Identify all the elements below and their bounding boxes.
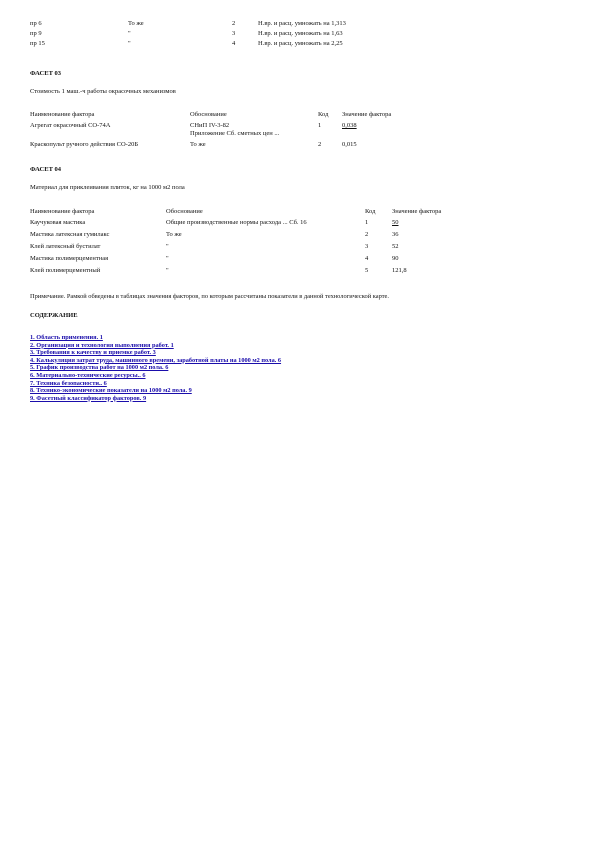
factor-code: 1 <box>365 219 369 226</box>
factor-value: Н.вр. и расц. умножать на 2,25 <box>258 40 343 47</box>
table-header-row <box>30 208 441 216</box>
factor-value: 36 <box>392 231 399 238</box>
toc-link[interactable]: 2. Организация и технология выполнения работ. 1 <box>30 341 174 349</box>
header-basis: Обоснование <box>190 111 227 118</box>
factor-basis: " <box>166 267 169 274</box>
facet04-table <box>30 208 441 275</box>
factor-value: 121,8 <box>392 267 407 274</box>
factor-code: 2 <box>318 141 322 148</box>
factor-basis: То же <box>128 20 144 27</box>
factor-basis: " <box>128 30 131 37</box>
facet03-heading: ФАСЕТ 03 <box>30 70 62 77</box>
header-code: Код <box>318 111 329 118</box>
header-code: Код <box>365 208 376 215</box>
factor-name: пр 6 <box>30 20 42 27</box>
factor-code: 3 <box>232 30 236 37</box>
facet03-caption: Стоимость 1 маш.-ч работы окрасочных механизмов <box>30 88 176 95</box>
factor-value-framed: 0,038 <box>342 122 357 129</box>
factor-basis: То же <box>166 231 182 238</box>
factor-value: 0,015 <box>342 141 357 148</box>
toc-link[interactable]: 4. Калькуляция затрат труда, машинного времени, заработной платы на 1000 м2 пола. 6 <box>30 356 282 364</box>
header-value: Значение фактора <box>342 111 392 118</box>
note-text: Примечание. Рамкой обведены в таблицах значения факторов, по которым рассчитаны показатели в данной технологической карте. <box>30 293 389 300</box>
factor-code: 4 <box>232 40 236 47</box>
factor-basis: " <box>128 40 131 47</box>
factor-basis <box>190 119 318 138</box>
factor-name: Каучуковая мастика <box>30 219 86 226</box>
toc-link[interactable]: 9. Фасетный классификатор факторов. 9 <box>30 394 147 402</box>
facet04-caption: Материал для приклеивания плиток, кг на 1000 м2 пола <box>30 184 185 191</box>
toc-link[interactable]: 3. Требования к качеству и приемке работ. 3 <box>30 349 156 357</box>
facet03-table <box>30 111 391 149</box>
factor-code: 2 <box>232 20 236 27</box>
table-row <box>30 119 391 138</box>
table-row <box>30 263 441 275</box>
table-row <box>30 251 441 263</box>
toc-link[interactable]: 6. Материально-технические ресурсы.. 6 <box>30 371 146 379</box>
factor-basis: То же <box>190 141 206 148</box>
factor-basis: " <box>166 243 169 250</box>
factor-name: Клей полимерцементный <box>30 267 101 274</box>
header-name: Наименование фактора <box>30 208 95 215</box>
top-continuation-table <box>30 20 346 48</box>
factor-name: Краскопульт ручного действия СО-20Б <box>30 141 139 148</box>
table-header-row <box>30 111 391 119</box>
toc-list <box>30 334 281 402</box>
factor-code: 5 <box>365 267 369 274</box>
factor-value: Н.вр. и расц. умножать на 1,313 <box>258 20 346 27</box>
factor-name: Мастика латексная гумилакс <box>30 231 110 238</box>
factor-code: 2 <box>365 231 369 238</box>
table-row <box>30 239 441 251</box>
header-name: Наименование фактора <box>30 111 95 118</box>
factor-code: 1 <box>318 122 322 129</box>
factor-basis: " <box>166 255 169 262</box>
header-value: Значение фактора <box>392 208 442 215</box>
factor-value: Н.вр. и расц. умножать на 1,63 <box>258 30 343 37</box>
toc-link[interactable]: 8. Технико-экономические показатели на 1000 м2 пола. 9 <box>30 387 192 395</box>
factor-basis: Общие производственные нормы расхода ... Сб. 16 <box>166 219 307 226</box>
factor-value-framed: 50 <box>392 219 399 226</box>
table-row <box>30 28 346 38</box>
factor-name: пр 9 <box>30 30 42 37</box>
factor-value: 52 <box>392 243 399 250</box>
factor-basis-line2: Приложение Сб. сметных цен ... <box>190 130 280 137</box>
toc-link[interactable]: 7. Техника безопасности.. 6 <box>30 379 107 387</box>
table-row <box>30 38 346 48</box>
factor-code: 3 <box>365 243 369 250</box>
factor-basis-line1: СНиП IV-3-82 <box>190 122 230 129</box>
table-row <box>30 227 441 239</box>
factor-name: Клей латексный бустилат <box>30 243 101 250</box>
toc-link[interactable]: 5. График производства работ на 1000 м2 пола. 6 <box>30 364 169 372</box>
toc-link[interactable]: 1. Область применения. 1 <box>30 334 103 341</box>
factor-value: 90 <box>392 255 399 262</box>
toc-heading: СОДЕРЖАНИЕ <box>30 312 78 319</box>
table-row <box>30 138 391 149</box>
facet04-heading: ФАСЕТ 04 <box>30 166 62 173</box>
factor-name: пр 15 <box>30 40 45 47</box>
factor-code: 4 <box>365 255 369 262</box>
header-basis: Обоснование <box>166 208 203 215</box>
table-row <box>30 216 441 227</box>
factor-name: Мастика полимерцементная <box>30 255 109 262</box>
factor-name: Агрегат окрасочный СО-74А <box>30 122 111 129</box>
table-row <box>30 20 346 28</box>
